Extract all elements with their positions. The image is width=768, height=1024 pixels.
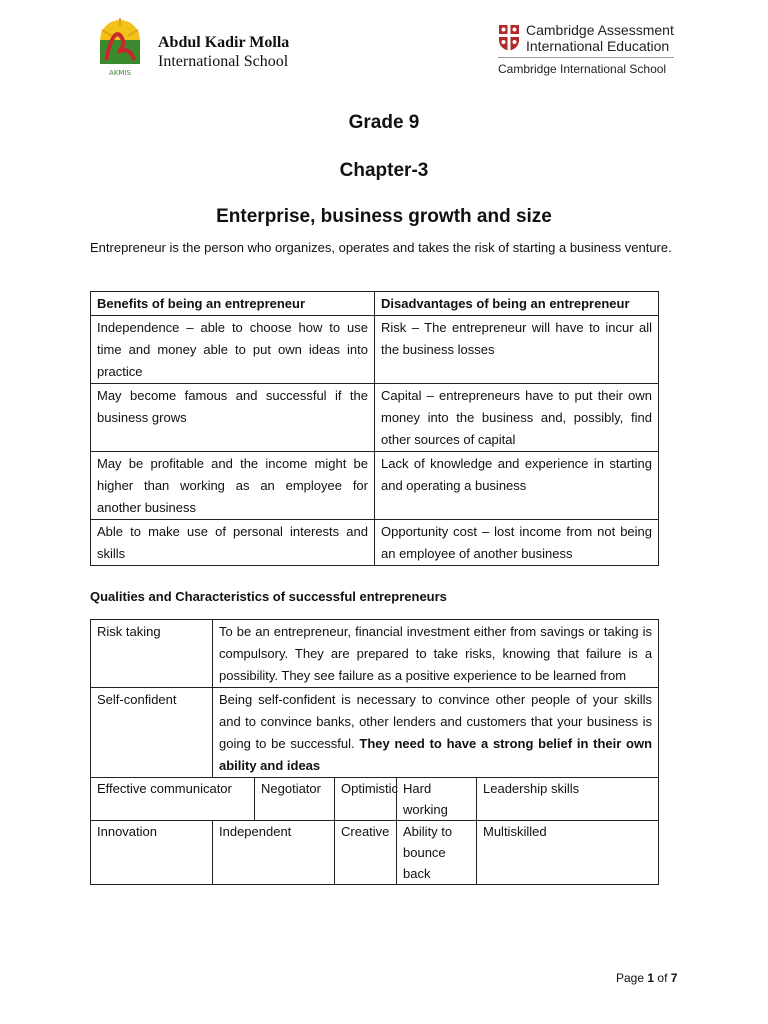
page-of: of [657,971,668,985]
table-row [91,452,659,520]
cambridge-shield-icon [498,24,520,52]
chapter-heading: Chapter-3 [339,160,429,181]
topic-heading: Enterprise, business growth and size [216,206,552,227]
self-confident-bold-text: They need to have a strong belief in their own ability and ideas [219,736,653,773]
benefit-cell: Able to make use of personal interests and skills [91,520,375,566]
benefit-cell: May be profitable and the income might be higher than working as an employee for another business [91,452,375,520]
benefits-header: Benefits of being an entrepreneur [91,292,375,316]
page-header [0,0,768,90]
disadvantage-cell: Capital – entrepreneurs have to put their own money into the business and, possibly, find other sources of capital [375,384,659,452]
quality-cell: Effective communicator [91,778,255,821]
quality-cell: Leadership skills [477,778,659,821]
qualities-heading: Qualities and Characteristics of successful entrepreneurs [90,589,447,604]
cambridge-title [526,22,674,54]
self-confident-cell [213,688,659,778]
quality-cell: Negotiator [255,778,335,821]
disadvantages-header: Disadvantages of being an entrepreneur [375,292,659,316]
self-confident-text: Being self-confident is necessary to convince other people of your skills and to convince banks, other lenders and customers that your business is going to be successful. [219,692,653,751]
table-row [91,316,659,384]
table-row [91,688,659,778]
disadvantage-cell: Opportunity cost – lost income from not being an employee of another business [375,520,659,566]
benefit-cell: Independence – able to choose how to use time and money able to put own ideas into practice [91,316,375,384]
risk-taking-text: To be an entrepreneur, financial investment either from savings or taking is compulsory. They are prepared to take risks, knowing that failure is a possibility. They see failure as a positive experience to be learned from [213,620,659,688]
quality-cell: Hard working [397,778,477,821]
school-name [158,34,289,71]
cambridge-line2: International Education [526,38,670,54]
school-logo-icon [92,16,148,78]
quality-cell: Ability to bounce back [397,821,477,885]
cambridge-divider [498,57,674,58]
benefits-disadvantages-table [90,291,659,566]
school-name-line2: International School [158,53,289,70]
table-row [91,520,659,566]
quality-cell: Creative [335,821,397,885]
intro-paragraph: Entrepreneur is the person who organizes, operates and takes the risk of starting a business venture. [90,240,672,255]
qualities-table [90,619,659,885]
table-row [91,778,659,821]
table-row [91,620,659,688]
page-word: Page [616,971,645,985]
school-name-line1: Abdul Kadir Molla [158,34,290,51]
benefit-cell: May become famous and successful if the business grows [91,384,375,452]
quality-cell: Innovation [91,821,213,885]
grade-heading: Grade 9 [348,112,420,133]
risk-taking-label: Risk taking [91,620,213,688]
disadvantage-cell: Lack of knowledge and experience in starting and operating a business [375,452,659,520]
quality-cell: Independent [213,821,335,885]
self-confident-label: Self-confident [91,688,213,778]
quality-cell: Multiskilled [477,821,659,885]
quality-cell: Optimistic [335,778,397,821]
page-total: 7 [670,971,678,985]
page-number [616,971,677,985]
cambridge-subtitle: Cambridge International School [498,62,667,76]
table-row [91,821,659,885]
table-header-row [91,292,659,316]
cambridge-line1: Cambridge Assessment [526,22,674,38]
disadvantage-cell: Risk – The entrepreneur will have to incur all the business losses [375,316,659,384]
table-row [91,384,659,452]
page-current: 1 [647,971,655,985]
logo-caption: AKMIS [109,69,131,77]
